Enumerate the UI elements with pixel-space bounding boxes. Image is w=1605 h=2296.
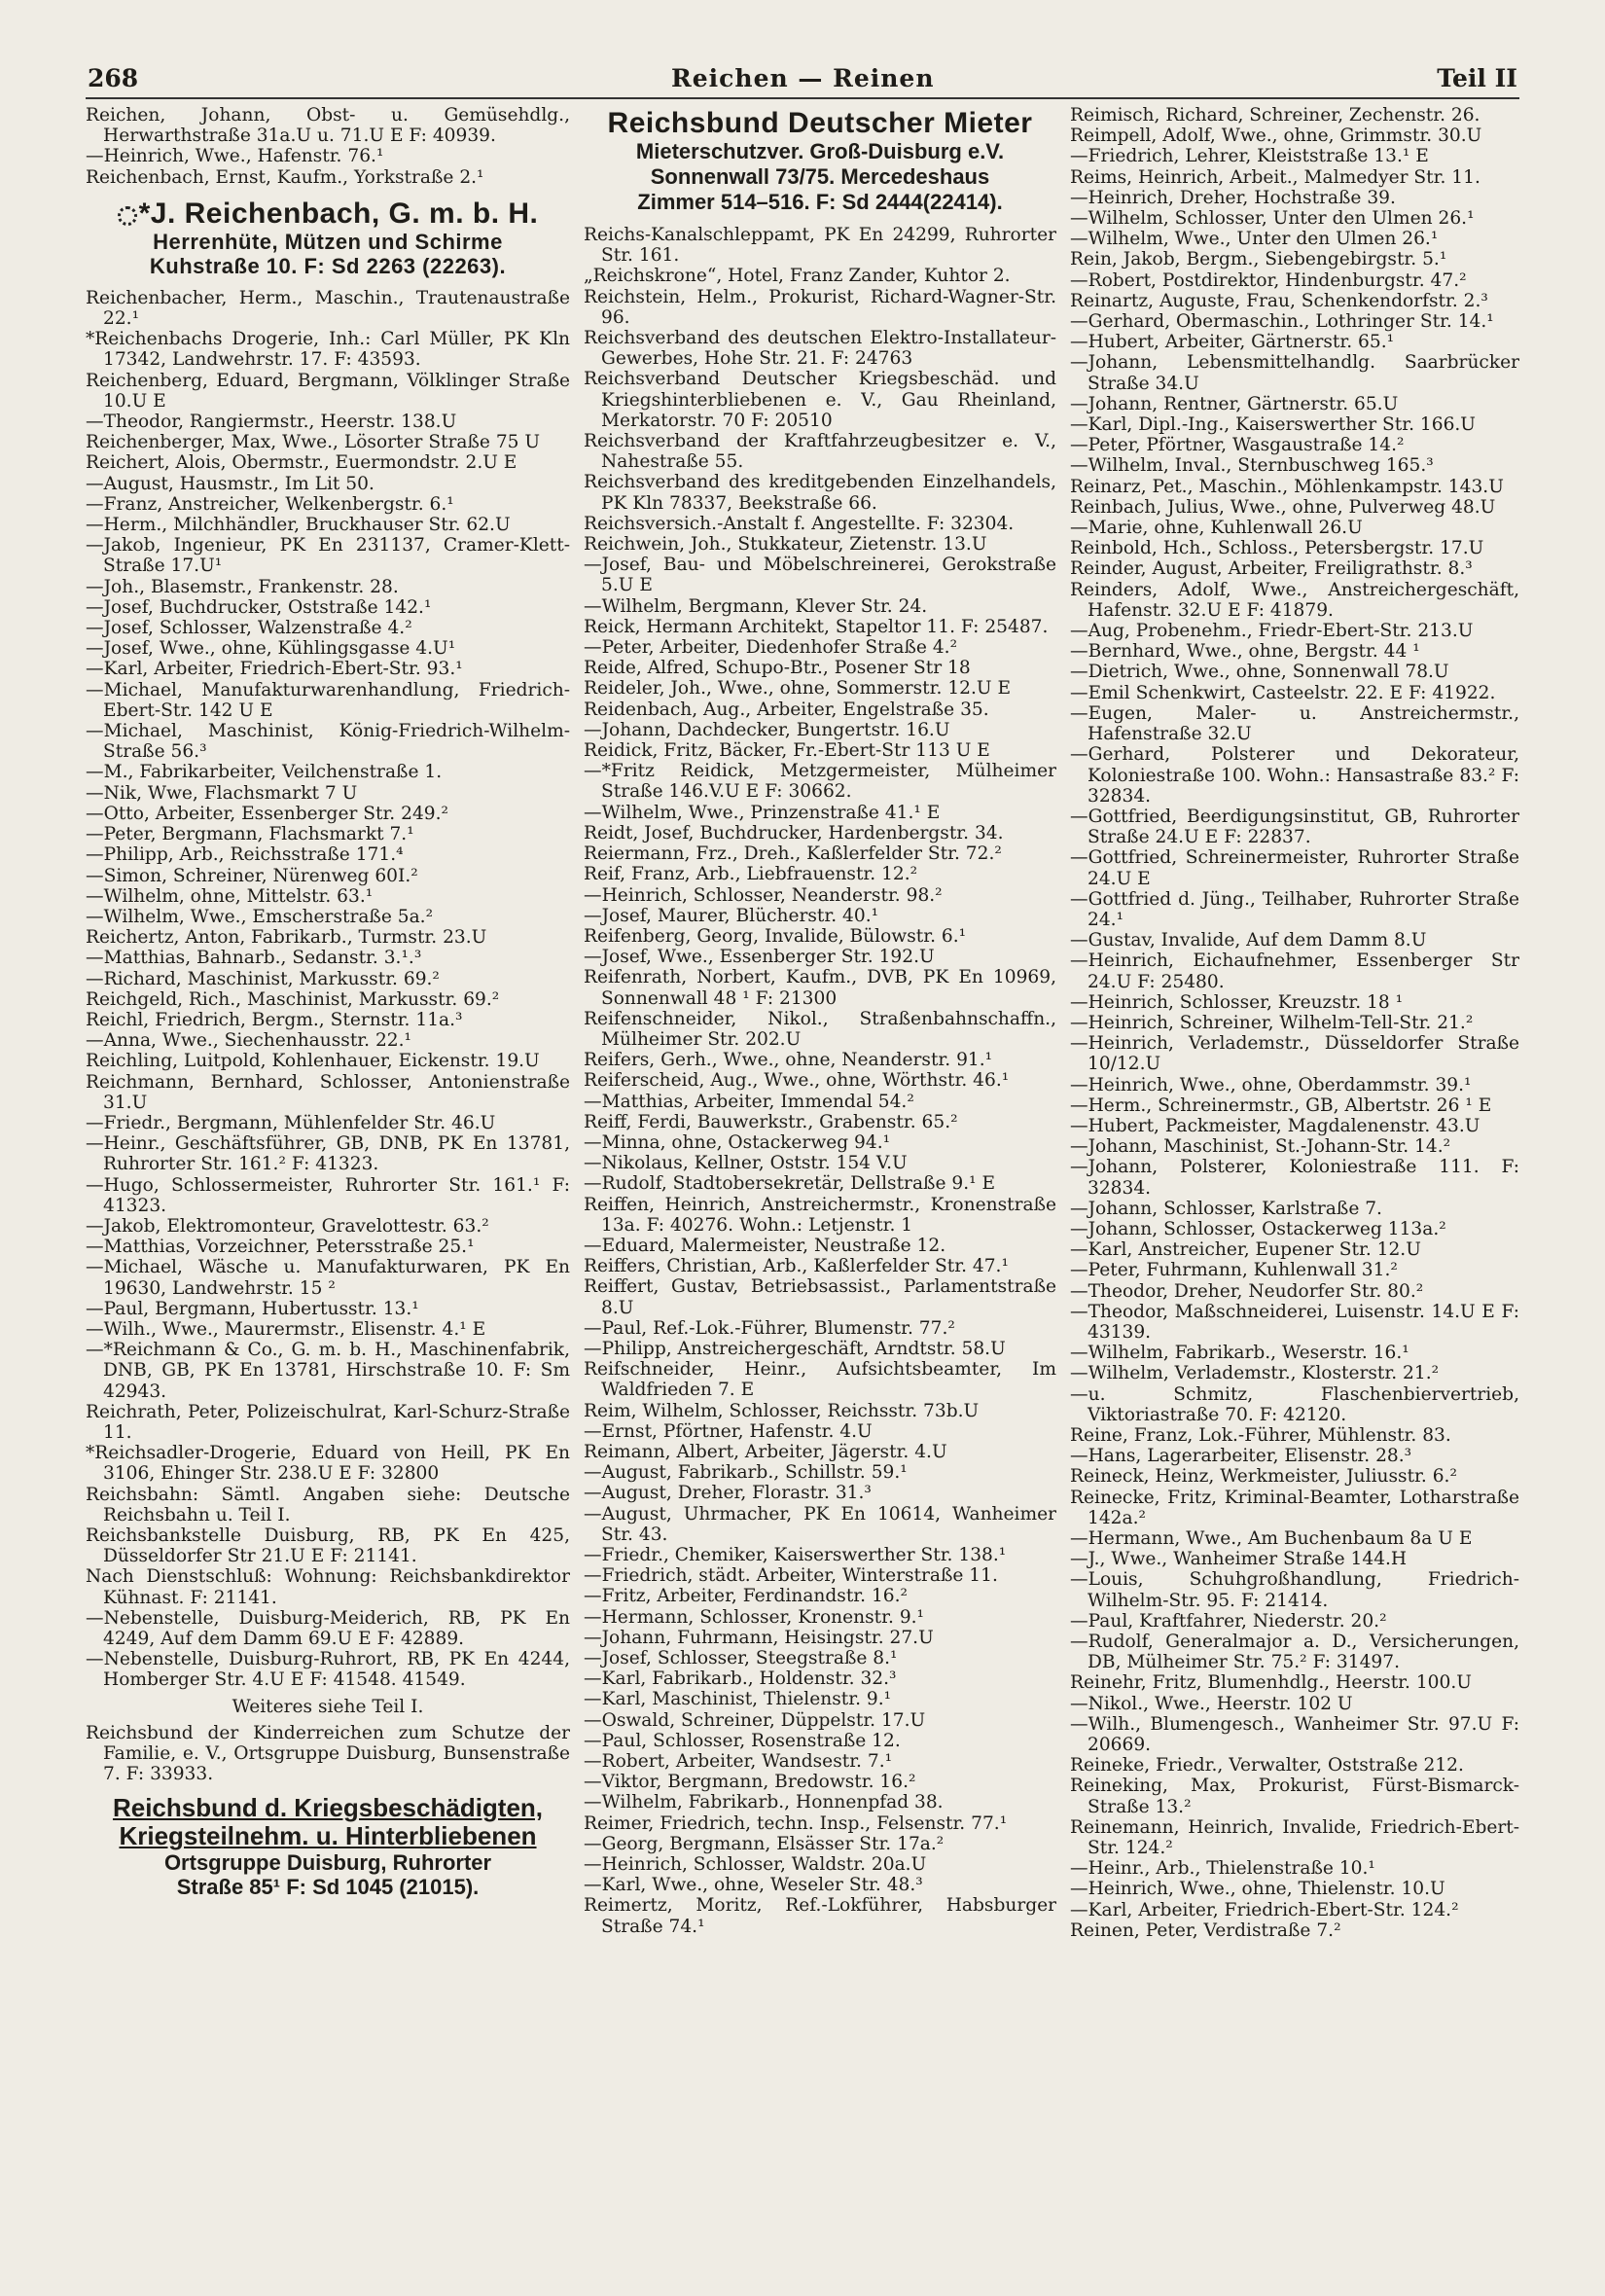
directory-entry: Reichs-Kanalschleppamt, PK En 24299, Ruhrorter Str. 161. [584, 225, 1056, 267]
directory-entry: Reineke, Friedr., Verwalter, Oststraße 212. [1070, 1755, 1464, 1776]
directory-entry: Reiffert, Gustav, Betriebsassist., Parlamentstraße 8.U [584, 1276, 1056, 1318]
directory-entry: Reinder, August, Arbeiter, Freiligrathstr. 8.³ [1070, 558, 1473, 580]
directory-entry: —Herm., Milchhändler, Bruckhauser Str. 62.U [86, 515, 511, 536]
directory-entry: —Wilhelm, Schlosser, Unter den Ulmen 26.¹ [1070, 208, 1475, 230]
directory-entry: —Joh., Blasemstr., Frankenstr. 28. [86, 576, 399, 597]
directory-entry: Reichen, Johann, Obst- u. Gemüsehdlg., Herwarthstraße 31a.U u. 71.U E F: 40939. [86, 105, 570, 147]
directory-entry: —Heinrich, Eichaufnehmer, Essenberger Str 24.U F: 25480. [1070, 951, 1519, 992]
directory-entry: —Paul, Schlosser, Rosenstraße 12. [584, 1730, 901, 1751]
directory-entry: —Karl, Fabrikarb., Holdenstr. 32.³ [584, 1668, 897, 1690]
directory-entry: —Johann, Lebensmittelhandlg. Saarbrücker Straße 34.U [1070, 352, 1519, 394]
directory-entry: —Oswald, Schreiner, Düppelstr. 17.U [584, 1709, 926, 1731]
directory-entry: —Heinrich, Wwe., ohne, Thielenstr. 10.U [1070, 1879, 1445, 1900]
directory-entry: —Jakob, Elektromonteur, Gravelottestr. 63.² [86, 1215, 489, 1237]
directory-entry: —Johann, Dachdecker, Bungertstr. 16.U [584, 719, 950, 740]
directory-entry: —Nebenstelle, Duisburg-Ruhrort, RB, PK En 4244, Homberger Str. 4.U E F: 41548. 41549. [86, 1649, 570, 1691]
directory-entry: —Viktor, Bergmann, Bredowstr. 16.² [584, 1772, 916, 1793]
directory-entry: —Paul, Ref.-Lok.-Führer, Blumenstr. 77.² [584, 1317, 955, 1339]
directory-entry: —Nebenstelle, Duisburg-Meiderich, RB, PK En 4249, Auf dem Damm 69.U E F: 42889. [86, 1607, 570, 1650]
directory-entry: Reichsverband Deutscher Kriegsbeschäd. und Kriegshinterbliebenen e. V., Gau Rheinland, Merkatorstr. 70 F: 20510 [584, 369, 1056, 431]
directory-entry: Reimer, Friedrich, techn. Insp., Felsenstr. 77.¹ [584, 1812, 1008, 1834]
directory-entry: Reidick, Fritz, Bäcker, Fr.-Ebert-Str 113 U E [584, 740, 990, 762]
directory-entry: Reif, Franz, Arb., Liebfrauenstr. 12.² [584, 864, 918, 885]
directory-entry: —Heinrich, Verlademstr., Düsseldorfer Straße 10/12.U [1070, 1033, 1519, 1075]
directory-entry: Reinehr, Fritz, Blumenhdlg., Heerstr. 100.U [1070, 1672, 1472, 1694]
directory-entry: —Philipp, Arb., Reichsstraße 171.⁴ [86, 844, 404, 866]
directory-entry: —Anna, Wwe., Siechenhausstr. 22.¹ [86, 1030, 411, 1052]
directory-entry: —Karl, Arbeiter, Friedrich-Ebert-Str. 93.¹ [86, 659, 463, 680]
directory-entry: —Gottfried d. Jüng., Teilhaber, Ruhrorter Straße 24.¹ [1070, 888, 1519, 930]
directory-entry: Reinen, Peter, Verdistraße 7.² [1070, 1919, 1341, 1941]
directory-entry: —Robert, Arbeiter, Wandsestr. 7.¹ [584, 1751, 893, 1773]
directory-entry: —Richard, Maschinist, Markusstr. 69.² [86, 968, 440, 989]
directory-entry: Reineking, Max, Prokurist, Fürst-Bismarck-Straße 13.² [1070, 1776, 1519, 1817]
directory-entry: —Heinr., Arb., Thielenstraße 10.¹ [1070, 1858, 1375, 1880]
directory-entry: —Michael, Wäsche u. Manufakturwaren, PK En 19630, Landwehrstr. 15 ² [86, 1257, 570, 1299]
directory-entry: Reichsverband der Kraftfahrzeugbesitzer e. V., Nahestraße 55. [584, 431, 1056, 473]
ad-reichenbach: *J. Reichenbach, G. m. b. H. Herrenhüte, Mützen und Schirme Kuhstraße 10. F: Sd 2263 (22263). [86, 197, 570, 278]
directory-entry: Reichrath, Peter, Polizeischulrat, Karl-Schurz-Straße 11. [86, 1401, 570, 1443]
directory-entry: —*Reichmann & Co., G. m. b. H., Maschinenfabrik, DNB, GB, PK En 13781, Hirschstraße 10. F: Sm 42943. [86, 1340, 570, 1402]
directory-entry: Reinartz, Auguste, Frau, Schenkendorfstr. 2.³ [1070, 290, 1488, 311]
directory-entry: —Friedr., Chemiker, Kaiserswerther Str. 138.¹ [584, 1545, 1007, 1565]
directory-entry: —Wilhelm, Inval., Sternbuschweg 165.³ [1070, 455, 1434, 477]
directory-entry: Reinbold, Hch., Schloss., Petersbergstr. 17.U [1070, 538, 1484, 559]
directory-entry: —Wilhelm, Verlademstr., Klosterstr. 21.² [1070, 1363, 1440, 1384]
directory-entry: —Karl, Anstreicher, Eupener Str. 12.U [1070, 1239, 1421, 1261]
directory-entry: Reichmann, Bernhard, Schlosser, Antonienstraße 31.U [86, 1071, 570, 1113]
directory-entry: —Karl, Dipl.-Ing., Kaiserswerther Str. 166.U [1070, 414, 1476, 436]
directory-entry: —Heinrich, Schlosser, Kreuzstr. 18 ¹ [1070, 991, 1404, 1013]
directory-entry: —August, Hausmstr., Im Lit 50. [86, 473, 374, 494]
directory-entry: —Josef, Buchdrucker, Oststraße 142.¹ [86, 596, 432, 618]
directory-entry: Reineck, Heinz, Werkmeister, Juliusstr. 6.² [1070, 1466, 1457, 1488]
directory-entry: —Marie, ohne, Kuhlenwall 26.U [1070, 518, 1363, 539]
directory-entry: —Minna, ohne, Ostackerweg 94.¹ [584, 1131, 891, 1153]
page-header [0, 0, 1605, 93]
directory-entry: —Karl, Arbeiter, Friedrich-Ebert-Str. 124.² [1070, 1899, 1459, 1920]
directory-entry: —Fritz, Arbeiter, Ferdinandstr. 16.² [584, 1586, 908, 1607]
directory-entry: Reichl, Friedrich, Bergm., Sternstr. 11a.³ [86, 1009, 463, 1030]
directory-entry: —Gerhard, Polsterer und Dekorateur, Koloniestraße 100. Wohn.: Hansastraße 83.² F: 32834. [1070, 744, 1519, 807]
directory-entry: —Rudolf, Generalmajor a. D., Versicherungen, DB, Mülheimer Str. 75.² F: 31497. [1070, 1632, 1519, 1673]
directory-entry: —Gerhard, Obermaschin., Lothringer Str. 14.¹ [1070, 311, 1494, 333]
directory-entry: —Michael, Maschinist, König-Friedrich-Wilhelm-Straße 56.³ [86, 721, 570, 763]
directory-entry: *Reichenbachs Drogerie, Inh.: Carl Müller, PK Kln 17342, Landwehrstr. 17. F: 43593. [86, 329, 570, 371]
directory-entry: Reichenberg, Eduard, Bergmann, Völklinger Straße 10.U E [86, 370, 570, 412]
directory-entry: —Friedrich, Lehrer, Kleiststraße 13.¹ E [1070, 146, 1429, 167]
directory-entry: —Josef, Schlosser, Walzenstraße 4.² [86, 618, 412, 639]
directory-entry: —Michael, Manufakturwarenhandlung, Friedrich-Ebert-Str. 142 U E [86, 679, 570, 721]
directory-entry: Reick, Hermann Architekt, Stapeltor 11. F: 25487. [584, 616, 1049, 637]
directory-entry: —Karl, Maschinist, Thielenstr. 9.¹ [584, 1689, 892, 1710]
directory-entry: Reifenberg, Georg, Invalide, Bülowstr. 6.¹ [584, 925, 967, 947]
directory-entry: —Emil Schenkwirt, Casteelstr. 22. E F: 41922. [1070, 682, 1496, 703]
directory-entry: —Dietrich, Wwe., ohne, Sonnenwall 78.U [1070, 662, 1449, 683]
directory-entry: —Paul, Bergmann, Hubertusstr. 13.¹ [86, 1298, 419, 1319]
directory-entry: —Josef, Maurer, Blücherstr. 40.¹ [584, 905, 879, 926]
directory-entry: Reidenbach, Aug., Arbeiter, Engelstraße 35. [584, 699, 989, 720]
directory-entry: Reiffen, Heinrich, Anstreichermstr., Kronenstraße 13a. F: 40276. Wohn.: Letjenstr. 1 [584, 1194, 1056, 1236]
directory-entry: Reichertz, Anton, Fabrikarb., Turmstr. 23.U [86, 927, 487, 949]
directory-entry: —Wilhelm, Fabrikarb., Weserstr. 16.¹ [1070, 1343, 1409, 1364]
directory-entry: Reims, Heinrich, Arbeit., Malmedyer Str. 11. [1070, 166, 1480, 188]
directory-entry: —Johann, Maschinist, St.-Johann-Str. 14.² [1070, 1136, 1451, 1158]
directory-entry: Reichsversich.-Anstalt f. Angestellte. F: 32304. [584, 513, 1015, 534]
directory-entry: —Wilhelm, Wwe., Prinzenstraße 41.¹ E [584, 802, 941, 823]
directory-entry: —M., Fabrikarbeiter, Veilchenstraße 1. [86, 762, 443, 783]
directory-entry: Reichenberger, Max, Wwe., Lösorter Straße 75 U [86, 432, 541, 453]
directory-entry: —Hermann, Schlosser, Kronenstr. 9.¹ [584, 1606, 925, 1628]
directory-entry: —Paul, Kraftfahrer, Niederstr. 20.² [1070, 1610, 1387, 1632]
directory-entry: —u. Schmitz, Flaschenbiervertrieb, Viktoriastraße 70. F: 42120. [1070, 1383, 1519, 1425]
directory-entry: —Matthias, Bahnarb., Sedanstr. 3.¹.³ [86, 948, 422, 969]
directory-entry: —Josef, Schlosser, Steegstraße 8.¹ [584, 1648, 898, 1669]
directory-entry: —Gottfried, Schreinermeister, Ruhrorter Straße 24.U E [1070, 847, 1519, 889]
directory-entry: Reifers, Gerh., Wwe., ohne, Neanderstr. 91.¹ [584, 1050, 993, 1071]
directory-entry: —Theodor, Dreher, Neudorfer Str. 80.² [1070, 1280, 1424, 1302]
directory-entry: Reichsverband des deutschen Elektro-Installateur-Gewerbes, Hohe Str. 21. F: 24763 [584, 328, 1056, 370]
directory-entry: Reine, Franz, Lok.-Führer, Mühlenstr. 83. [1070, 1425, 1451, 1446]
directory-entry: —Heinrich, Wwe., Hafenstr. 76.¹ [86, 146, 384, 167]
directory-entry: —Hubert, Arbeiter, Gärtnerstr. 65.¹ [1070, 332, 1395, 353]
ad-reichsbund-mieter: Reichsbund Deutscher Mieter Mieterschutzver. Groß-Duisburg e.V. Sonnenwall 73/75. Mercedeshaus Zimmer 514–516. F: Sd 2444(22414). [607, 107, 1033, 214]
directory-entry: Reichstein, Helm., Prokurist, Richard-Wagner-Str. 96. [584, 286, 1056, 328]
directory-entry: —Wilhelm, Wwe., Unter den Ulmen 26.¹ [1070, 229, 1439, 250]
directory-entry: —Johann, Rentner, Gärtnerstr. 65.U [1070, 393, 1399, 414]
ad-kriegsbeschaedigte: Reichsbund d. Kriegsbeschädigten, Kriegsteilnehm. u. Hinterbliebenen Ortsgruppe Duisburg, Ruhrorter Straße 85¹ F: Sd 1045 (21015). [112, 1793, 544, 1900]
entry-list [86, 1723, 570, 1785]
directory-entry: —Josef, Bau- und Möbelschreinerei, Gerokstraße 5.U E [584, 555, 1056, 596]
gear-icon [118, 206, 137, 226]
directory-entry: —Nikolaus, Kellner, Oststr. 154 V.U [584, 1153, 908, 1174]
directory-entry: —Friedr., Bergmann, Mühlenfelder Str. 46.U [86, 1112, 496, 1133]
directory-entry: Reifenrath, Norbert, Kaufm., DVB, PK En 10969, Sonnenwall 48 ¹ F: 21300 [584, 967, 1056, 1009]
directory-entry: Reichsverband des kreditgebenden Einzelhandels, PK Kln 78337, Beekstraße 66. [584, 472, 1056, 514]
directory-entry: —Gottfried, Beerdigungsinstitut, GB, Ruhrorter Straße 24.U E F: 22837. [1070, 806, 1519, 848]
directory-entry: —Eduard, Malermeister, Neustraße 12. [584, 1235, 946, 1256]
directory-entry: —Hermann, Wwe., Am Buchenbaum 8a U E [1070, 1528, 1473, 1550]
directory-entry: —Ernst, Pförtner, Hafenstr. 4.U [584, 1420, 873, 1442]
directory-entry: Reidt, Josef, Buchdrucker, Hardenbergstr. 34. [584, 822, 1004, 843]
directory-entry: Reiff, Ferdi, Bauwerkstr., Grabenstr. 65.² [584, 1111, 958, 1132]
directory-entry: Reifschneider, Heinr., Aufsichtsbeamter, Im Waldfrieden 7. E [584, 1359, 1056, 1401]
directory-entry: —Gustav, Invalide, Auf dem Damm 8.U [1070, 930, 1427, 951]
entry-list [1070, 105, 1519, 1941]
directory-entry: Reichenbach, Ernst, Kaufm., Yorkstraße 2.¹ [86, 166, 484, 188]
directory-entry: Reiermann, Frz., Dreh., Kaßlerfelder Str. 72.² [584, 843, 1002, 865]
entry-list [584, 225, 1056, 1937]
header-rule [86, 97, 1519, 99]
directory-entry: Rein, Jakob, Bergm., Siebengebirgstr. 5.¹ [1070, 249, 1447, 270]
directory-entry: Reichwein, Joh., Stukkateur, Zietenstr. 13.U [584, 534, 987, 556]
directory-entry: —J., Wwe., Wanheimer Straße 144.H [1070, 1549, 1408, 1570]
directory-entry: —Karl, Wwe., ohne, Weseler Str. 48.³ [584, 1875, 923, 1896]
directory-entry: —Robert, Postdirektor, Hindenburgstr. 47.² [1070, 269, 1467, 291]
directory-entry: —Wilhelm, ohne, Mittelstr. 63.¹ [86, 885, 374, 907]
directory-entry: Reichsbahn: Sämtl. Angaben siehe: Deutsche Reichsbahn u. Teil I. [86, 1484, 570, 1525]
directory-entry: —Josef, Wwe., ohne, Kühlingsgasse 4.U¹ [86, 638, 456, 660]
column-left [86, 105, 570, 2275]
directory-entry: Reimpell, Adolf, Wwe., ohne, Grimmstr. 30.U [1070, 126, 1482, 147]
directory-entry: Reimertz, Moritz, Ref.-Lokführer, Habsburger Straße 74.¹ [584, 1895, 1056, 1937]
directory-entry: —*Fritz Reidick, Metzgermeister, Mülheimer Straße 146.V.U E F: 30662. [584, 761, 1056, 803]
directory-entry: Reinemann, Heinrich, Invalide, Friedrich-Ebert-Str. 124.² [1070, 1816, 1519, 1859]
directory-entry: —Wilhelm, Bergmann, Klever Str. 24. [584, 595, 928, 617]
directory-entry: Reichsbankstelle Duisburg, RB, PK En 425, Düsseldorfer Str 21.U E F: 21141. [86, 1525, 570, 1567]
directory-entry: —Hans, Lagerarbeiter, Elisenstr. 28.³ [1070, 1446, 1412, 1467]
directory-entry: —Peter, Arbeiter, Diedenhofer Straße 4.² [584, 637, 958, 659]
page-number: 268 [88, 64, 139, 92]
column-right [1070, 105, 1519, 2275]
directory-entry: —Hubert, Packmeister, Magdalenenstr. 43.U [1070, 1115, 1480, 1136]
directory-entry: —Heinr., Geschäftsführer, GB, DNB, PK En 13781, Ruhrorter Str. 161.² F: 41323. [86, 1133, 570, 1175]
directory-entry: —Peter, Bergmann, Flachsmarkt 7.¹ [86, 824, 414, 845]
directory-entry: —Johann, Schlosser, Karlstraße 7. [1070, 1198, 1382, 1219]
directory-entry: Reichsbund der Kinderreichen zum Schutze der Familie, e. V., Ortsgruppe Duisburg, Bunsenstraße 7. F: 33933. [86, 1722, 570, 1785]
directory-entry: —Heinrich, Dreher, Hochstraße 39. [1070, 187, 1396, 208]
entry-list [86, 105, 570, 188]
directory-entry: —Hugo, Schlossermeister, Ruhrorter Str. 161.¹ F: 41323. [86, 1174, 570, 1216]
directory-entry: —Bernhard, Wwe., ohne, Bergstr. 44 ¹ [1070, 641, 1420, 663]
directory-entry: —Theodor, Maßschneiderei, Luisenstr. 14.U E F: 43139. [1070, 1301, 1519, 1343]
directory-entry: —Matthias, Vorzeichner, Petersstraße 25.¹ [86, 1237, 475, 1258]
directory-entry: —Josef, Wwe., Essenberger Str. 192.U [584, 947, 935, 968]
directory-entry: Reiferscheid, Aug., Wwe., ohne, Wörthstr. 46.¹ [584, 1070, 1010, 1092]
directory-entry: Reimann, Albert, Arbeiter, Jägerstr. 4.U [584, 1441, 947, 1462]
directory-entry: *Reichsadler-Drogerie, Eduard von Heill, PK En 3106, Ehinger Str. 238.U E F: 32800 [86, 1443, 570, 1485]
directory-entry: —Franz, Anstreicher, Welkenbergstr. 6.¹ [86, 493, 454, 515]
directory-entry: Reifenschneider, Nikol., Straßenbahnschaffn., Mülheimer Str. 202.U [584, 1008, 1056, 1050]
directory-entry: —Philipp, Anstreichergeschäft, Arndtstr. 58.U [584, 1338, 1006, 1359]
directory-entry: —Otto, Arbeiter, Essenberger Str. 249.² [86, 803, 448, 824]
directory-entry: —Johann, Schlosser, Ostackerweg 113a.² [1070, 1218, 1446, 1239]
directory-entry: —Heinrich, Schlosser, Waldstr. 20a.U [584, 1854, 927, 1876]
directory-entry: —Wilh., Blumengesch., Wanheimer Str. 97.U F: 20669. [1070, 1713, 1519, 1756]
directory-entry: —Theodor, Rangiermstr., Heerstr. 138.U [86, 412, 457, 433]
directory-entry: Reiffers, Christian, Arb., Kaßlerfelder Str. 47.¹ [584, 1256, 1009, 1277]
directory-entry: Reichert, Alois, Obermstr., Euermondstr. 2.U E [86, 452, 517, 474]
directory-entry: —Johann, Polsterer, Koloniestraße 111. F: 32834. [1070, 1157, 1519, 1199]
part-label: Teil II [1437, 64, 1517, 92]
directory-entry: „Reichskrone“, Hotel, Franz Zander, Kuhtor 2. [584, 266, 1011, 287]
directory-entry: Reide, Alfred, Schupo-Btr., Posener Str 18 [584, 658, 971, 679]
directory-entry: —Wilhelm, Wwe., Emscherstraße 5a.² [86, 906, 434, 927]
directory-entry: —Rudolf, Stadtobersekretär, Dellstraße 9.¹ E [584, 1173, 996, 1195]
directory-entry: —Georg, Bergmann, Elsässer Str. 17a.² [584, 1833, 945, 1854]
directory-entry: —Wilh., Wwe., Maurermstr., Elisenstr. 4.¹ E [86, 1318, 486, 1340]
directory-entry: —Jakob, Ingenieur, PK En 231137, Cramer-Klett-Straße 17.U¹ [86, 535, 570, 577]
directory-entry: —Friedrich, städt. Arbeiter, Winterstraße 11. [584, 1565, 998, 1587]
directory-entry: —Nikol., Wwe., Heerstr. 102 U [1070, 1693, 1353, 1714]
directory-entry: —Heinrich, Schlosser, Neanderstr. 98.² [584, 884, 943, 906]
directory-entry: Reichenbacher, Herm., Maschin., Trautenaustraße 22.¹ [86, 287, 570, 330]
page-range: Reichen — Reinen [671, 64, 935, 92]
directory-entry: —Matthias, Arbeiter, Immendal 54.² [584, 1091, 914, 1112]
directory-entry: —Peter, Fuhrmann, Kuhlenwall 31.² [1070, 1260, 1398, 1281]
directory-entry: Reichgeld, Rich., Maschinist, Markusstr. 69.² [86, 988, 500, 1010]
directory-entry: —August, Uhrmacher, PK En 10614, Wanheimer Str. 43. [584, 1503, 1056, 1545]
directory-entry: Reideler, Joh., Wwe., ohne, Sommerstr. 12.U E [584, 678, 1012, 700]
directory-entry: Reimisch, Richard, Schreiner, Zechenstr. 26. [1070, 105, 1480, 126]
directory-entry: Reinbach, Julius, Wwe., ohne, Pulverweg 48.U [1070, 496, 1496, 518]
directory-entry: —Aug, Probenehm., Friedr-Ebert-Str. 213.U [1070, 621, 1474, 642]
directory-entry: —Johann, Fuhrmann, Heisingstr. 27.U [584, 1627, 934, 1648]
directory-entry: —Heinrich, Schreiner, Wilhelm-Tell-Str. 21.² [1070, 1012, 1474, 1033]
directory-entry: —Simon, Schreiner, Nürenweg 60I.² [86, 865, 418, 886]
directory-entry: —Eugen, Maler- u. Anstreichermstr., Hafenstraße 32.U [1070, 702, 1519, 745]
directory-entry: —Louis, Schuhgroßhandlung, Friedrich-Wilhelm-Str. 95. F: 21414. [1070, 1569, 1519, 1611]
directory-entry: —Herm., Schreinermstr., GB, Albertstr. 26 ¹ E [1070, 1094, 1492, 1116]
directory-entry: Reinecke, Fritz, Kriminal-Beamter, Lotharstraße 142a.² [1070, 1487, 1519, 1528]
directory-entry: —August, Dreher, Florastr. 31.³ [584, 1483, 872, 1504]
directory-entry: Nach Dienstschluß: Wohnung: Reichsbankdirektor Kühnast. F: 21141. [86, 1566, 570, 1608]
directory-entry: Reichling, Luitpold, Kohlenhauer, Eickenstr. 19.U [86, 1051, 540, 1072]
entry-list [86, 288, 570, 1691]
directory-entry: —August, Fabrikarb., Schillstr. 59.¹ [584, 1462, 908, 1484]
directory-entry: —Heinrich, Wwe., ohne, Oberdammstr. 39.¹ [1070, 1074, 1472, 1095]
see-also-note: Weiteres siehe Teil I. [232, 1696, 424, 1717]
directory-entry: —Peter, Pförtner, Wasgaustraße 14.² [1070, 435, 1405, 456]
directory-entry: Reinders, Adolf, Wwe., Anstreichergeschäft, Hafenstr. 32.U E F: 41879. [1070, 579, 1519, 621]
directory-entry: Reinarz, Pet., Maschin., Möhlenkampstr. 143.U [1070, 476, 1504, 497]
directory-entry: —Wilhelm, Fabrikarb., Honnenpfad 38. [584, 1792, 944, 1813]
column-middle [584, 105, 1056, 2275]
directory-entry: Reim, Wilhelm, Schlosser, Reichsstr. 73b.U [584, 1400, 980, 1421]
directory-entry: —Nik, Wwe, Flachsmarkt 7 U [86, 782, 358, 804]
